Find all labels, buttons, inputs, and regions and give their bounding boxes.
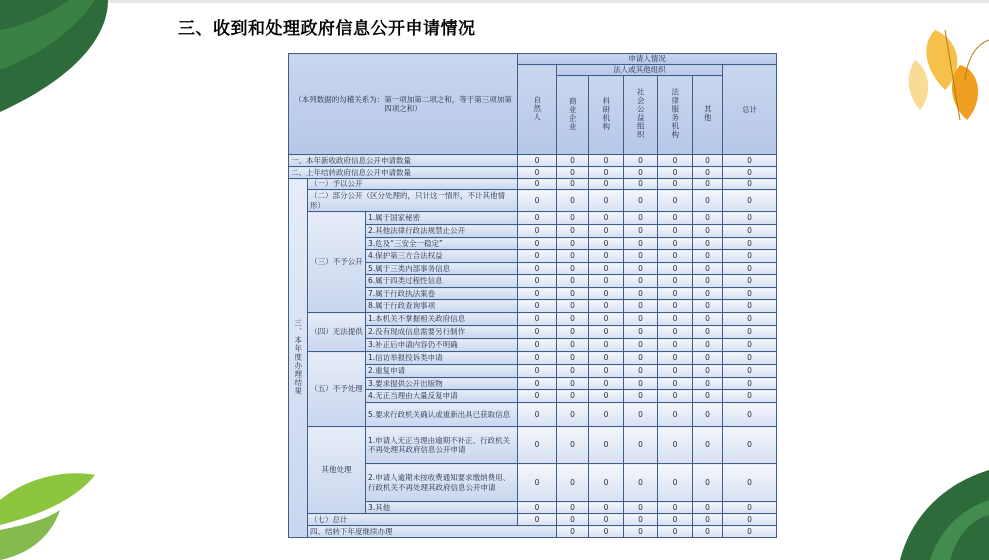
value-cell: 0 <box>589 238 624 250</box>
value-cell: 0 <box>693 275 723 288</box>
value-cell: 0 <box>624 339 658 352</box>
value-cell: 0 <box>658 339 693 352</box>
row-group-r3: （三）不予公开 <box>308 212 366 313</box>
value-cell: 0 <box>518 300 557 313</box>
value-cell: 0 <box>693 464 723 502</box>
value-cell: 0 <box>723 514 777 526</box>
value-cell: 0 <box>723 300 777 313</box>
top-border <box>0 0 989 3</box>
row-label-carry: 二、上年结转政府信息公开申请数量 <box>289 167 518 179</box>
value-cell: 0 <box>589 250 624 263</box>
value-cell: 0 <box>557 514 589 526</box>
value-cell: 0 <box>589 212 624 225</box>
value-cell: 0 <box>658 238 693 250</box>
col-total: 总计 <box>723 65 777 155</box>
value-cell: 0 <box>589 339 624 352</box>
col-other: 其他 <box>693 76 723 155</box>
value-cell: 0 <box>693 225 723 238</box>
value-cell: 0 <box>624 313 658 326</box>
value-cell: 0 <box>589 179 624 190</box>
value-cell: 0 <box>693 313 723 326</box>
value-cell: 0 <box>693 179 723 190</box>
value-cell: 0 <box>518 502 557 514</box>
value-cell: 0 <box>624 212 658 225</box>
value-cell: 0 <box>723 263 777 275</box>
value-cell: 0 <box>693 250 723 263</box>
row-label-pending: 四、结转下年度继续办理 <box>308 526 557 538</box>
value-cell: 0 <box>589 300 624 313</box>
row-label-r3-1: 1.属于国家秘密 <box>366 212 518 225</box>
value-cell: 0 <box>518 464 557 502</box>
value-cell: 0 <box>624 263 658 275</box>
value-cell: 0 <box>589 326 624 339</box>
row-label-r3-8: 8.属于行政查询事项 <box>366 300 518 313</box>
value-cell: 0 <box>589 225 624 238</box>
value-cell: 0 <box>557 464 589 502</box>
value-cell: 0 <box>693 155 723 167</box>
value-cell: 0 <box>557 167 589 179</box>
value-cell: 0 <box>557 179 589 190</box>
value-cell: 0 <box>693 339 723 352</box>
value-cell: 0 <box>557 378 589 390</box>
value-cell: 0 <box>518 365 557 378</box>
value-cell: 0 <box>624 378 658 390</box>
value-cell: 0 <box>589 365 624 378</box>
row-group-results: 三、本年度办理结果 <box>289 179 308 538</box>
col-legal-service: 法律服务机构 <box>658 76 693 155</box>
row-label-new: 一、本年新收政府信息公开申请数量 <box>289 155 518 167</box>
col-research: 科研机构 <box>589 76 624 155</box>
value-cell: 0 <box>518 250 557 263</box>
value-cell: 0 <box>518 352 557 365</box>
col-commercial: 商业企业 <box>557 76 589 155</box>
value-cell: 0 <box>624 427 658 464</box>
row-label-r5-2: 2.重复申请 <box>366 365 518 378</box>
value-cell: 0 <box>557 212 589 225</box>
value-cell: 0 <box>589 403 624 427</box>
value-cell: 0 <box>658 313 693 326</box>
value-cell: 0 <box>557 238 589 250</box>
value-cell: 0 <box>723 378 777 390</box>
row-label-r5-3: 3.要求提供公开出版物 <box>366 378 518 390</box>
value-cell: 0 <box>624 326 658 339</box>
value-cell: 0 <box>658 300 693 313</box>
header-note: （本列数据的勾稽关系为：第一项加第二项之和，等于第三项加第四项之和） <box>289 54 518 155</box>
value-cell: 0 <box>658 263 693 275</box>
value-cell: 0 <box>693 352 723 365</box>
value-cell: 0 <box>658 212 693 225</box>
value-cell: 0 <box>693 502 723 514</box>
value-cell: 0 <box>693 212 723 225</box>
row-label-r4-3: 3.补正后申请内容仍不明确 <box>366 339 518 352</box>
value-cell: 0 <box>518 378 557 390</box>
value-cell: 0 <box>658 514 693 526</box>
page-title: 三、收到和处理政府信息公开申请情况 <box>178 19 476 39</box>
row-label-r5-5: 5.要求行政机关确认或重新出具已获取信息 <box>366 403 518 427</box>
value-cell: 0 <box>693 167 723 179</box>
value-cell: 0 <box>557 263 589 275</box>
value-cell: 0 <box>589 167 624 179</box>
row-group-r5: （五）不予处理 <box>308 352 366 427</box>
value-cell: 0 <box>589 390 624 403</box>
value-cell: 0 <box>624 502 658 514</box>
value-cell: 0 <box>589 526 624 538</box>
value-cell: 0 <box>518 190 557 212</box>
value-cell: 0 <box>723 427 777 464</box>
value-cell: 0 <box>723 250 777 263</box>
value-cell: 0 <box>518 427 557 464</box>
value-cell: 0 <box>693 326 723 339</box>
value-cell: 0 <box>723 502 777 514</box>
value-cell: 0 <box>557 300 589 313</box>
value-cell: 0 <box>658 179 693 190</box>
value-cell: 0 <box>518 238 557 250</box>
row-group-r4: （四）无法提供 <box>308 313 366 352</box>
value-cell: 0 <box>658 352 693 365</box>
value-cell: 0 <box>557 155 589 167</box>
row-label-r4-2: 2.没有现成信息需要另行制作 <box>366 326 518 339</box>
value-cell: 0 <box>518 155 557 167</box>
value-cell: 0 <box>658 403 693 427</box>
col-public-welfare: 社会公益组织 <box>624 76 658 155</box>
col-natural-person: 自然人 <box>518 65 557 155</box>
value-cell: 0 <box>518 212 557 225</box>
value-cell: 0 <box>589 502 624 514</box>
row-group-r6: 其他处理 <box>308 427 366 514</box>
value-cell: 0 <box>624 190 658 212</box>
value-cell: 0 <box>693 427 723 464</box>
value-cell: 0 <box>518 313 557 326</box>
value-cell: 0 <box>557 526 589 538</box>
value-cell: 0 <box>658 167 693 179</box>
value-cell: 0 <box>557 225 589 238</box>
value-cell: 0 <box>589 352 624 365</box>
value-cell: 0 <box>624 179 658 190</box>
value-cell: 0 <box>723 225 777 238</box>
value-cell: 0 <box>723 179 777 190</box>
value-cell: 0 <box>723 238 777 250</box>
value-cell: 0 <box>693 403 723 427</box>
row-label-r1: （一）予以公开 <box>308 179 518 190</box>
value-cell: 0 <box>723 390 777 403</box>
header-org: 法人或其他组织 <box>557 65 723 76</box>
value-cell: 0 <box>723 212 777 225</box>
application-statistics-table <box>288 53 777 538</box>
value-cell: 0 <box>518 339 557 352</box>
value-cell: 0 <box>589 464 624 502</box>
header-applicant: 申请人情况 <box>518 54 777 65</box>
value-cell: 0 <box>624 167 658 179</box>
row-label-r5-4: 4.无正当理由大量反复申请 <box>366 390 518 403</box>
value-cell: 0 <box>693 390 723 403</box>
value-cell: 0 <box>518 263 557 275</box>
value-cell: 0 <box>518 167 557 179</box>
value-cell: 0 <box>723 190 777 212</box>
value-cell: 0 <box>557 390 589 403</box>
value-cell: 0 <box>624 514 658 526</box>
value-cell: 0 <box>518 390 557 403</box>
value-cell: 0 <box>658 326 693 339</box>
value-cell: 0 <box>557 427 589 464</box>
value-cell: 0 <box>693 288 723 300</box>
value-cell: 0 <box>693 263 723 275</box>
row-label-r6-3: 3.其他 <box>366 502 518 514</box>
row-label-r5-1: 1.信访举报投诉类申请 <box>366 352 518 365</box>
value-cell: 0 <box>658 155 693 167</box>
leaf-decoration-bottom-right-icon <box>880 470 989 560</box>
value-cell: 0 <box>589 190 624 212</box>
value-cell: 0 <box>589 313 624 326</box>
row-label-r6-1: 1.申请人无正当理由逾期不补正、行政机关不再处理其政府信息公开申请 <box>366 427 518 464</box>
value-cell: 0 <box>658 250 693 263</box>
value-cell: 0 <box>557 313 589 326</box>
value-cell: 0 <box>693 514 723 526</box>
value-cell: 0 <box>589 155 624 167</box>
value-cell: 0 <box>518 514 557 526</box>
value-cell: 0 <box>624 526 658 538</box>
row-label-r3-3: 3.危及“三安全一稳定” <box>366 238 518 250</box>
value-cell: 0 <box>589 275 624 288</box>
value-cell: 0 <box>658 427 693 464</box>
value-cell: 0 <box>723 326 777 339</box>
value-cell: 0 <box>624 352 658 365</box>
value-cell: 0 <box>518 275 557 288</box>
value-cell: 0 <box>723 313 777 326</box>
value-cell: 0 <box>658 190 693 212</box>
value-cell: 0 <box>557 352 589 365</box>
value-cell: 0 <box>557 190 589 212</box>
value-cell: 0 <box>589 288 624 300</box>
value-cell: 0 <box>624 238 658 250</box>
value-cell: 0 <box>658 502 693 514</box>
value-cell: 0 <box>624 403 658 427</box>
value-cell: 0 <box>658 275 693 288</box>
value-cell: 0 <box>589 427 624 464</box>
value-cell: 0 <box>658 390 693 403</box>
row-label-r3-5: 5.属于三类内部事务信息 <box>366 263 518 275</box>
value-cell: 0 <box>557 288 589 300</box>
value-cell: 0 <box>624 464 658 502</box>
row-label-r6-2: 2.申请人逾期未按收费通知要求缴纳费用、行政机关不再处理其政府信息公开申请 <box>366 464 518 502</box>
value-cell: 0 <box>693 378 723 390</box>
value-cell: 0 <box>589 514 624 526</box>
value-cell: 0 <box>624 275 658 288</box>
value-cell: 0 <box>693 190 723 212</box>
row-label-r3-4: 4.保护第三方合法权益 <box>366 250 518 263</box>
value-cell: 0 <box>723 352 777 365</box>
value-cell: 0 <box>518 288 557 300</box>
row-label-r4-1: 1.本机关不掌握相关政府信息 <box>366 313 518 326</box>
value-cell: 0 <box>658 365 693 378</box>
value-cell: 0 <box>557 365 589 378</box>
value-cell: 0 <box>723 403 777 427</box>
value-cell: 0 <box>693 238 723 250</box>
value-cell: 0 <box>518 225 557 238</box>
value-cell: 0 <box>723 464 777 502</box>
value-cell: 0 <box>624 225 658 238</box>
row-label-r7: （七）总计 <box>308 514 518 526</box>
value-cell: 0 <box>557 250 589 263</box>
value-cell: 0 <box>658 464 693 502</box>
value-cell: 0 <box>624 250 658 263</box>
value-cell: 0 <box>693 300 723 313</box>
value-cell: 0 <box>723 155 777 167</box>
value-cell: 0 <box>518 403 557 427</box>
value-cell: 0 <box>589 263 624 275</box>
leaf-decoration-top-left-icon <box>0 0 115 115</box>
value-cell: 0 <box>589 378 624 390</box>
row-label-r3-7: 7.属于行政执法案卷 <box>366 288 518 300</box>
value-cell: 0 <box>723 339 777 352</box>
value-cell: 0 <box>658 288 693 300</box>
value-cell: 0 <box>624 390 658 403</box>
value-cell: 0 <box>658 378 693 390</box>
value-cell: 0 <box>723 167 777 179</box>
value-cell: 0 <box>557 403 589 427</box>
row-label-r3-6: 6.属于四类过程性信息 <box>366 275 518 288</box>
value-cell: 0 <box>723 275 777 288</box>
value-cell: 0 <box>624 288 658 300</box>
value-cell: 0 <box>723 365 777 378</box>
value-cell: 0 <box>658 526 693 538</box>
value-cell: 0 <box>693 526 723 538</box>
leaf-decoration-bottom-left-icon <box>0 470 100 560</box>
value-cell: 0 <box>658 225 693 238</box>
value-cell: 0 <box>723 288 777 300</box>
value-cell: 0 <box>557 339 589 352</box>
row-label-r2: （二）部分公开（区分处理的，只计这一情形，不计其他情形） <box>308 190 518 212</box>
value-cell: 0 <box>624 300 658 313</box>
row-label-r3-2: 2.其他法律行政法规禁止公开 <box>366 225 518 238</box>
value-cell: 0 <box>557 275 589 288</box>
value-cell: 0 <box>693 365 723 378</box>
value-cell: 0 <box>518 179 557 190</box>
value-cell: 0 <box>624 365 658 378</box>
value-cell: 0 <box>624 155 658 167</box>
value-cell: 0 <box>557 326 589 339</box>
leaf-decoration-top-right-icon <box>905 10 989 130</box>
value-cell: 0 <box>723 526 777 538</box>
value-cell: 0 <box>518 326 557 339</box>
value-cell: 0 <box>557 502 589 514</box>
